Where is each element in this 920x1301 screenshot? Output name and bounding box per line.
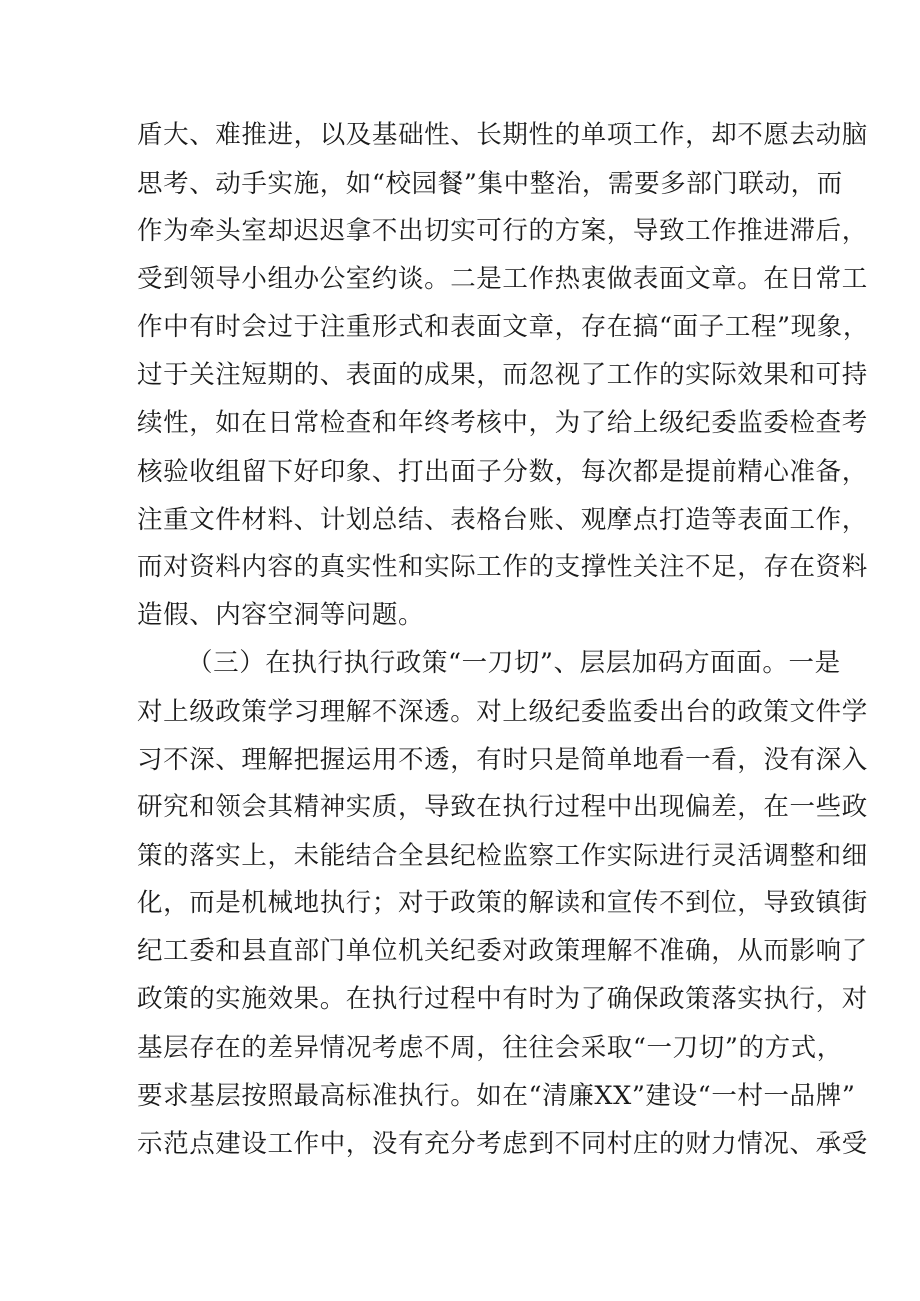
text-line: 示范点建设工作中，没有充分考虑到不同村庄的财力情况、承受 <box>137 1129 868 1159</box>
text-line: 作为牵头室却迟迟拿不出切实可行的方案，导致工作推进滞后， <box>137 216 868 246</box>
text-line: 注重文件材料、计划总结、表格台账、观摩点打造等表面工作， <box>137 505 868 535</box>
text-line: 基层存在的差异情况考虑不周，往往会采取“一刀切”的方式， <box>137 1033 843 1063</box>
text-line: 盾大、难推进，以及基础性、长期性的单项工作，却不愿去动脑 <box>137 120 868 150</box>
text-line: 造假、内容空洞等问题。 <box>137 600 425 630</box>
text-line: 纪工委和县直部门单位机关纪委对政策理解不准确，从而影响了 <box>137 936 868 966</box>
text-line: 而对资料内容的真实性和实际工作的支撑性关注不足，存在资料 <box>137 552 868 582</box>
text-line: 对上级政策学习理解不深透。对上级纪委监委出台的政策文件学 <box>137 697 868 727</box>
section-heading-line: （三）在执行执行政策“一刀切”、层层加码方面面。一是 <box>187 648 841 678</box>
text-line: 习不深、理解把握运用不透，有时只是简单地看一看，没有深入 <box>137 745 868 775</box>
text-line: 作中有时会过于注重形式和表面文章，存在搞“面子工程”现象， <box>137 312 869 342</box>
text-line: 化，而是机械地执行；对于政策的解读和宣传不到位，导致镇街 <box>137 888 868 918</box>
text-line: 核验收组留下好印象、打出面子分数，每次都是提前精心准备， <box>137 457 868 487</box>
text-line: 政策的实施效果。在执行过程中有时为了确保政策落实执行，对 <box>137 984 868 1014</box>
text-line: 研究和领会其精神实质，导致在执行过程中出现偏差，在一些政 <box>137 792 868 822</box>
text-line: 要求基层按照最高标准执行。如在“清廉XX”建设“一村一品牌” <box>137 1081 856 1111</box>
text-line: 受到领导小组办公室约谈。二是工作热衷做表面文章。在日常工 <box>137 264 868 294</box>
text-line: 续性，如在日常检查和年终考核中，为了给上级纪委监委检查考 <box>137 408 868 438</box>
text-line: 过于关注短期的、表面的成果，而忽视了工作的实际效果和可持 <box>137 360 868 390</box>
text-line: 策的落实上，未能结合全县纪检监察工作实际进行灵活调整和细 <box>137 841 868 871</box>
text-line: 思考、动手实施，如“校园餐”集中整治，需要多部门联动，而 <box>137 169 843 199</box>
